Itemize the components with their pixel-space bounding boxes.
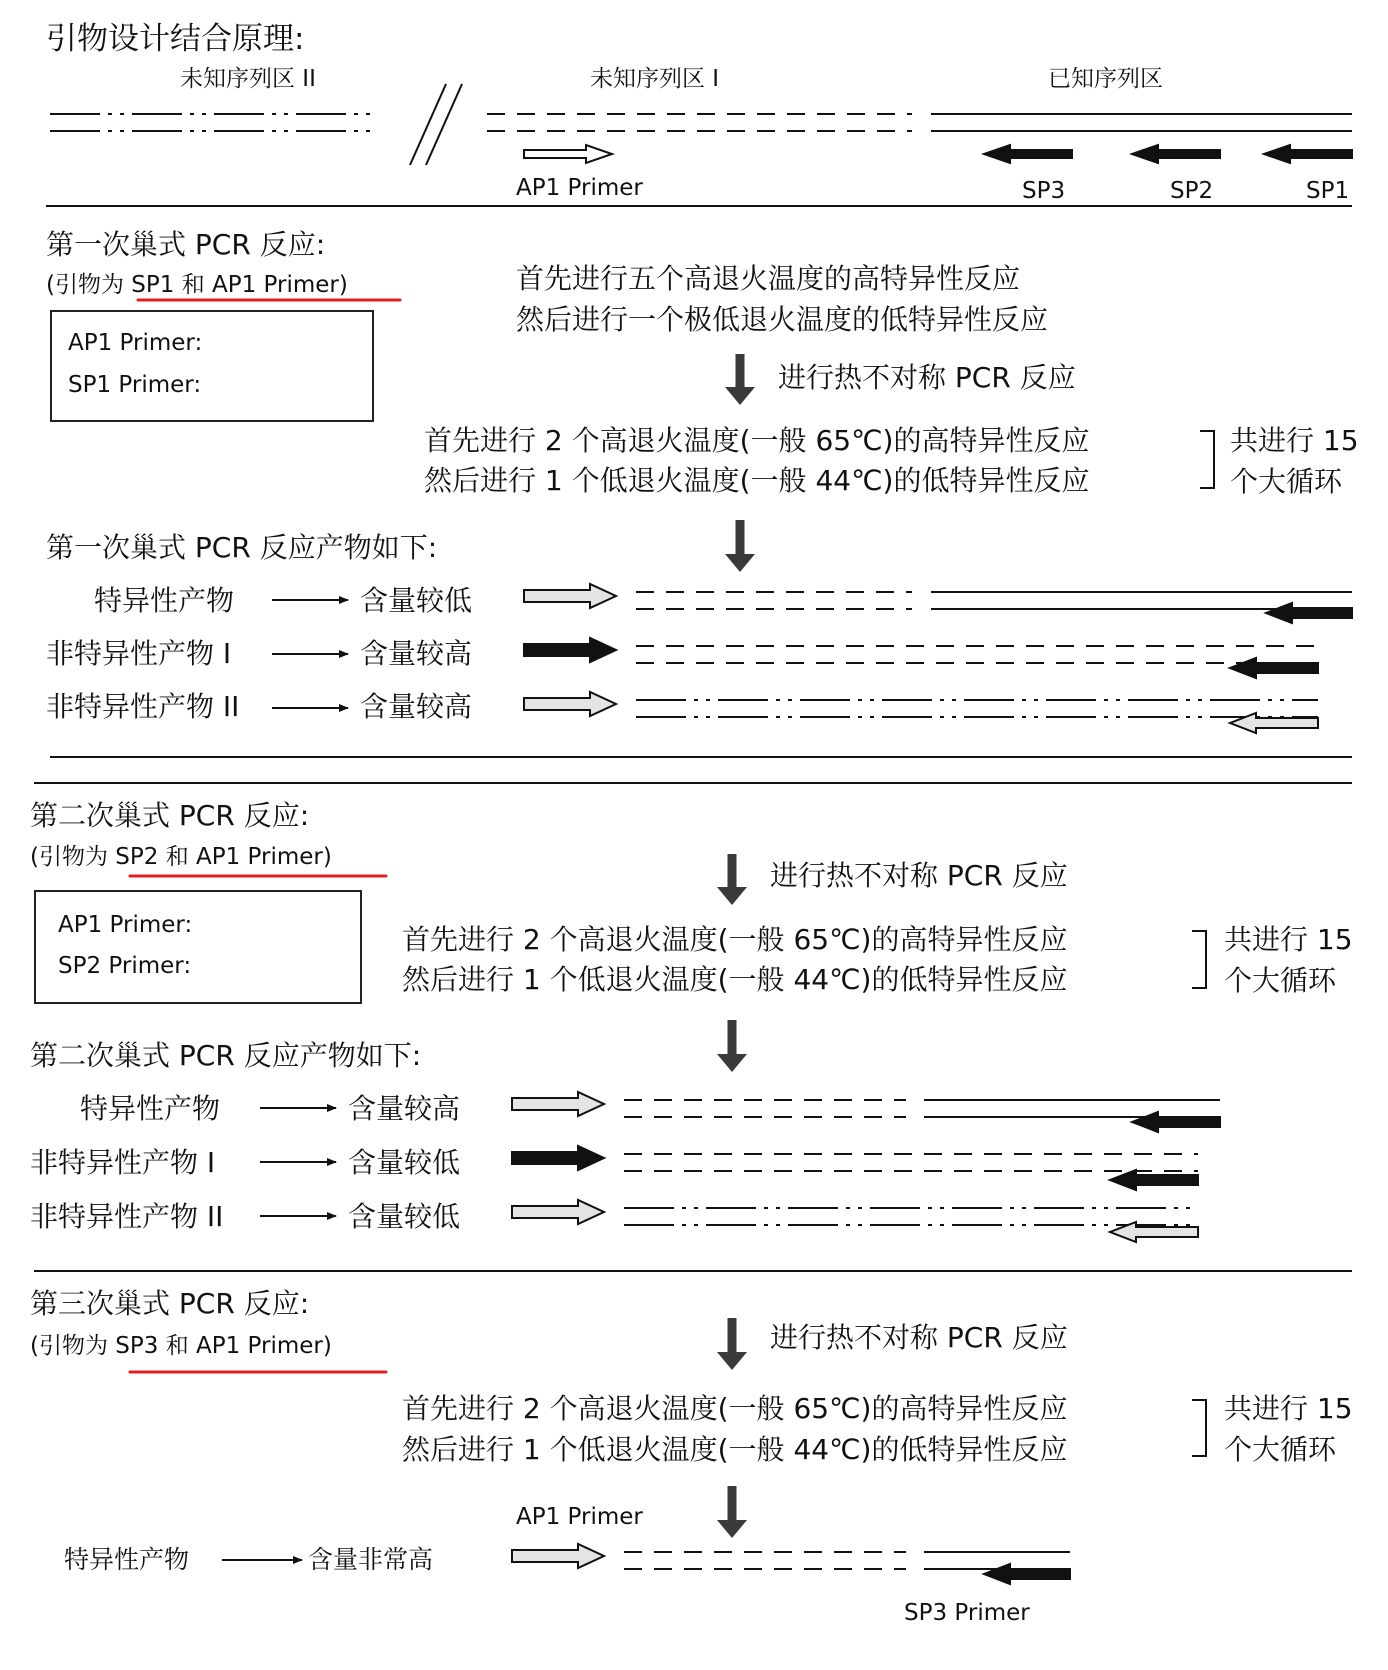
round2-row2-sp2-rev-arrow <box>1110 1170 1198 1190</box>
round1-row2-sp1-rev-arrow <box>1230 658 1318 678</box>
ap1-primer-label: AP1 Primer <box>516 175 643 201</box>
round3-primers: (引物为 SP3 和 AP1 Primer) <box>30 1333 332 1359</box>
round3-product-name: 特异性产物 <box>64 1545 190 1574</box>
round2-flow-arrow-2-head <box>717 1054 747 1072</box>
ap1-primer-arrow <box>524 145 612 163</box>
round1-cycle-note1: 共进行 15 <box>1230 424 1359 457</box>
round1-legend <box>50 310 374 422</box>
round3-title: 第三次巢式 PCR 反应: <box>30 1287 310 1320</box>
round2-cycle-note2: 个大循环 <box>1224 964 1337 997</box>
round3-flow-arrow-2-head <box>717 1520 747 1538</box>
round1-row2-sp1-arrow <box>524 638 616 662</box>
round2-title: 第二次巢式 PCR 反应: <box>30 799 310 832</box>
round1-row1-ap1-arrow <box>524 584 616 608</box>
round1-product-nonspecific2-name: 非特异性产物 II <box>46 690 240 723</box>
round1-product-nonspecific2-amount: 含量较高 <box>360 690 473 723</box>
round2-row1-ap1-arrow <box>512 1092 604 1116</box>
round2-cycle-note1: 共进行 15 <box>1224 923 1353 956</box>
round2-product-specific-name: 特异性产物 <box>80 1092 221 1125</box>
sp1-primer-arrow <box>1264 145 1352 163</box>
break-slash-1 <box>410 84 446 165</box>
region-unknown-2-label: 未知序列区 II <box>180 66 316 92</box>
round3-ap1-arrow <box>512 1544 604 1568</box>
round2-product-nonspecific2-amount: 含量较低 <box>348 1200 461 1233</box>
round3-sp3-arrow <box>984 1564 1070 1584</box>
round1-cycle-bracket <box>1200 431 1214 488</box>
round2-row1-sp2-arrow <box>1132 1112 1220 1132</box>
round1-product-nonspecific1-amount: 含量较高 <box>360 637 473 670</box>
round1-flow-arrow-2-head <box>725 554 755 572</box>
round1-row3-ap1-arrow <box>524 692 616 716</box>
round1-product-nonspecific1-name: 非特异性产物 I <box>46 637 232 670</box>
sp3-label: SP3 <box>1022 178 1066 204</box>
round1-title: 第一次巢式 PCR 反应: <box>46 228 326 261</box>
round1-products-title: 第一次巢式 PCR 反应产物如下: <box>46 531 438 564</box>
round1-product-specific-name: 特异性产物 <box>94 584 235 617</box>
round2-product-nonspecific2-name: 非特异性产物 II <box>30 1200 224 1233</box>
round1-cycle-line2: 然后进行 1 个低退火温度(一般 44℃)的低特异性反应 <box>424 464 1090 497</box>
sp1-label: SP1 <box>1306 178 1350 204</box>
round2-legend <box>34 890 362 1004</box>
region-unknown-1-label: 未知序列区 I <box>590 66 720 92</box>
round3-product-amount: 含量非常高 <box>308 1545 434 1574</box>
round1-legend-sp1-label: SP1 Primer: <box>68 372 202 398</box>
round3-cycle-note2: 个大循环 <box>1224 1433 1337 1466</box>
sp3-primer-arrow <box>984 145 1072 163</box>
round1-product-specific-amount: 含量较低 <box>360 584 473 617</box>
round2-cycle-line2: 然后进行 1 个低退火温度(一般 44℃)的低特异性反应 <box>402 963 1068 996</box>
round2-product-nonspecific1-amount: 含量较低 <box>348 1146 461 1179</box>
break-slash-2 <box>426 84 462 165</box>
main-title: 引物设计结合原理: <box>46 21 305 57</box>
round2-primers: (引物为 SP2 和 AP1 Primer) <box>30 844 332 870</box>
round2-cycle-line1: 首先进行 2 个高退火温度(一般 65℃)的高特异性反应 <box>402 923 1068 956</box>
round2-product-nonspecific1-name: 非特异性产物 I <box>30 1146 216 1179</box>
round1-cycle-line1: 首先进行 2 个高退火温度(一般 65℃)的高特异性反应 <box>424 424 1090 457</box>
round2-row2-sp2-arrow <box>512 1146 604 1170</box>
round2-products-title: 第二次巢式 PCR 反应产物如下: <box>30 1039 422 1072</box>
round2-legend-ap1-label: AP1 Primer: <box>58 912 193 938</box>
round3-cycle-line2: 然后进行 1 个低退火温度(一般 44℃)的低特异性反应 <box>402 1433 1068 1466</box>
round3-cycle-line1: 首先进行 2 个高退火温度(一般 65℃)的高特异性反应 <box>402 1392 1068 1425</box>
round3-cycle-note1: 共进行 15 <box>1224 1392 1353 1425</box>
round1-step-label: 进行热不对称 PCR 反应 <box>778 361 1076 394</box>
round3-cycle-bracket <box>1192 1400 1206 1456</box>
round1-pre-line2: 然后进行一个极低退火温度的低特异性反应 <box>516 303 1049 336</box>
round2-cycle-bracket <box>1192 931 1206 988</box>
round2-legend-sp2-label: SP2 Primer: <box>58 953 192 979</box>
round1-pre-line1: 首先进行五个高退火温度的高特异性反应 <box>516 262 1021 295</box>
sp2-label: SP2 <box>1170 178 1214 204</box>
round2-row3-ap1-arrow <box>512 1200 604 1224</box>
round1-row1-sp1-arrow <box>1266 603 1352 623</box>
sp2-primer-arrow <box>1132 145 1220 163</box>
round3-flow-arrow-1-head <box>717 1352 747 1370</box>
round2-step-label: 进行热不对称 PCR 反应 <box>770 859 1068 892</box>
round3-ap1-label: AP1 Primer <box>516 1504 643 1530</box>
round2-product-specific-amount: 含量较高 <box>348 1092 461 1125</box>
round1-cycle-note2: 个大循环 <box>1230 465 1343 498</box>
region-known-label: 已知序列区 <box>1048 66 1163 92</box>
round3-step-label: 进行热不对称 PCR 反应 <box>770 1321 1068 1354</box>
round2-flow-arrow-1-head <box>717 887 747 905</box>
round1-primers: (引物为 SP1 和 AP1 Primer) <box>46 272 348 298</box>
round3-sp3-primer-label: SP3 Primer <box>904 1600 1030 1626</box>
round1-legend-ap1-label: AP1 Primer: <box>68 330 203 356</box>
round1-flow-arrow-1-head <box>725 387 755 405</box>
